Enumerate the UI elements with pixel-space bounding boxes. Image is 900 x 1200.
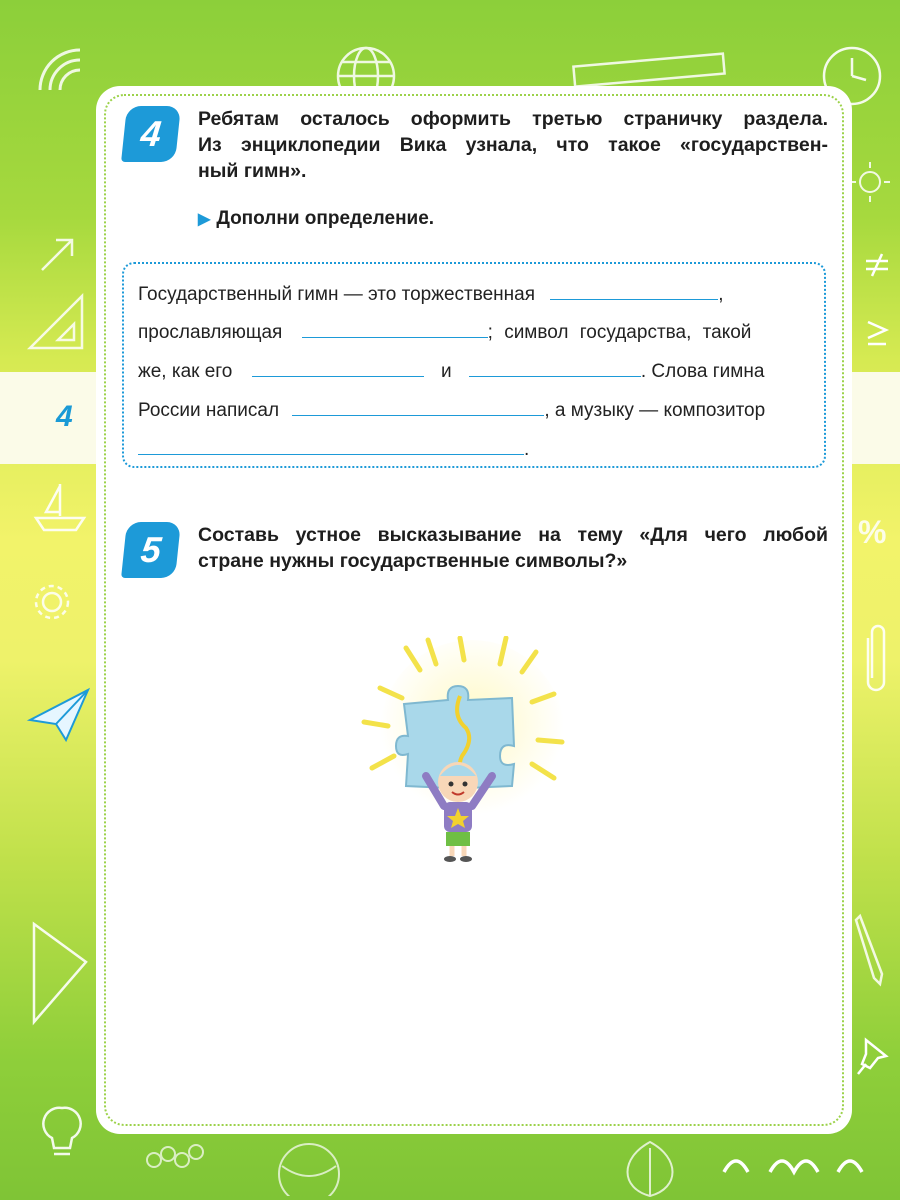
task-5-line-2: стране нужны государственные символы?» <box>198 550 628 572</box>
definition-text: России написал <box>138 400 280 421</box>
task-5-line-1: Составь устное высказывание на тему «Для чего любой <box>198 524 828 546</box>
definition-text: и <box>440 361 452 382</box>
triangle-icon <box>20 918 96 1030</box>
ball-icon <box>274 1136 344 1196</box>
sun-icon <box>848 160 892 204</box>
arch-icon <box>720 1146 870 1176</box>
lightbulb-icon <box>34 1098 90 1168</box>
paper-plane-icon <box>26 686 92 746</box>
task-5-text <box>198 522 828 574</box>
instruction-arrow-icon: ▶ <box>198 211 211 228</box>
blank-field-3[interactable] <box>252 358 424 377</box>
percent-icon: % <box>858 514 887 550</box>
task-4-line-2: Из энциклопедии Вика узнала, что такое «государствен- <box>198 134 828 156</box>
child-with-puzzle-illustration <box>356 636 588 864</box>
definition-text: . Слова гимна <box>640 361 765 382</box>
not-equal-icon <box>862 250 892 280</box>
definition-text: же, как его <box>138 361 233 382</box>
wifi-icon <box>30 40 90 100</box>
blank-field-1[interactable] <box>550 281 718 300</box>
definition-line-5 <box>138 436 529 461</box>
task-4-line-1: Ребятам осталось оформить третью страничку раздела. <box>198 108 828 130</box>
gear-icon <box>30 580 74 624</box>
pushpin-icon <box>856 1036 892 1076</box>
triangle-ruler-icon <box>24 290 88 354</box>
task-5-badge: 5 <box>121 522 181 578</box>
definition-text: , <box>718 284 724 305</box>
blank-field-4[interactable] <box>469 358 641 377</box>
task-4-badge: 4 <box>121 106 181 162</box>
blank-field-6[interactable] <box>138 436 524 455</box>
definition-text: . <box>524 439 530 460</box>
task-4-instruction <box>198 208 434 230</box>
ruler-icon <box>570 50 730 90</box>
task-4-line-3: ный гимн». <box>198 160 307 182</box>
leaf-icon <box>600 1138 700 1198</box>
pencil-icon <box>852 908 892 988</box>
definition-line-4 <box>138 397 765 422</box>
definition-line-1 <box>138 281 724 306</box>
boat-icon <box>30 480 90 536</box>
definition-text: , а музыку — композитор <box>544 400 766 421</box>
berries-icon <box>140 1130 210 1180</box>
blank-field-2[interactable] <box>302 319 488 338</box>
paperclip-icon <box>858 622 890 698</box>
card-dotted-border <box>104 94 844 1126</box>
blank-field-5[interactable] <box>292 397 544 416</box>
definition-line-3 <box>138 358 764 383</box>
definition-text: Государственный гимн — это торжественная <box>138 284 536 305</box>
instruction-text: Дополни определение. <box>216 208 435 229</box>
definition-text: прославляющая <box>138 322 283 343</box>
page-number: 4 <box>56 400 73 433</box>
arrow-icon <box>36 232 80 276</box>
task-4-text <box>198 106 828 184</box>
definition-text: ; символ государства, такой <box>487 322 752 343</box>
definition-line-2 <box>138 319 751 344</box>
greater-equal-icon <box>862 318 892 348</box>
